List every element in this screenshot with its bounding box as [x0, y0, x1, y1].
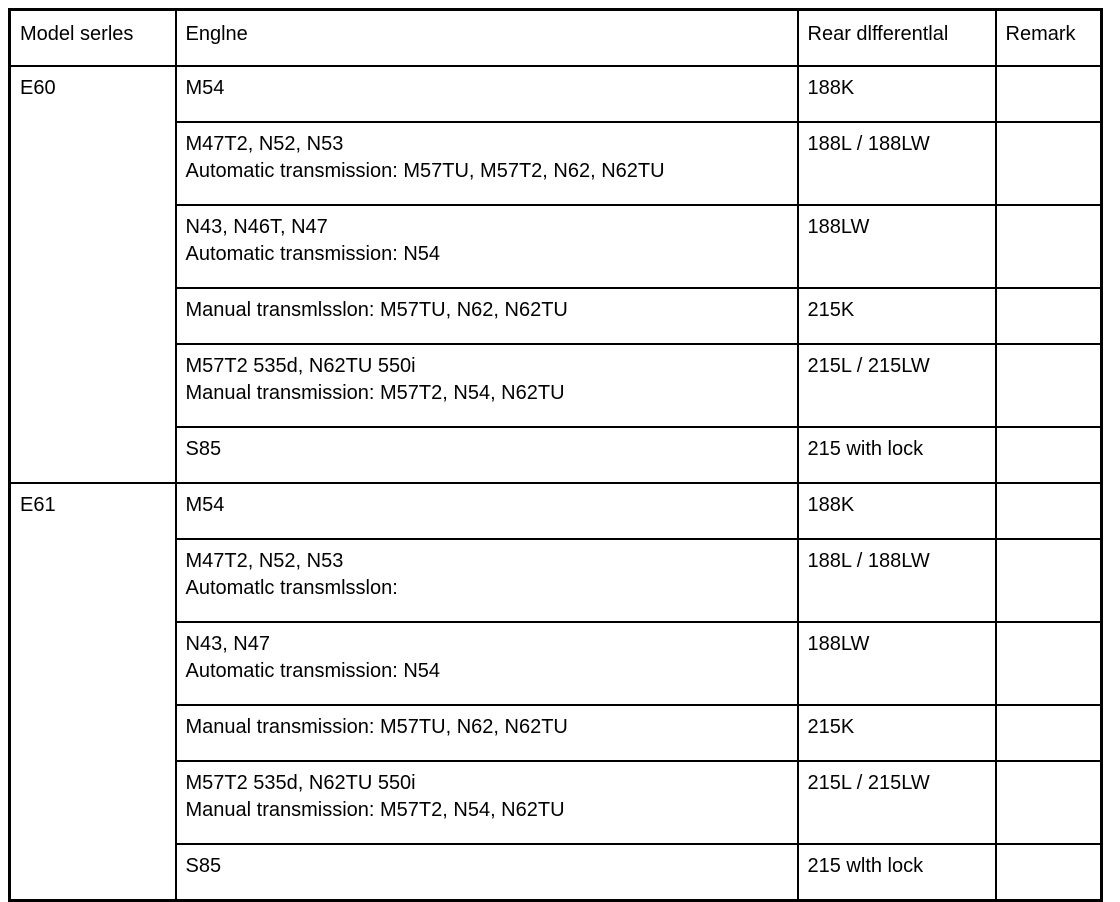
- table-row: [10, 483, 1102, 539]
- rear-differential-cell: 188LW: [798, 205, 996, 288]
- remark-cell: [996, 205, 1102, 288]
- remark-cell: [996, 622, 1102, 705]
- engine-cell: [176, 427, 798, 483]
- engine-cell: [176, 705, 798, 761]
- table-row: [10, 66, 1102, 122]
- engine-line: Automatlc transmlsslon:: [185, 577, 398, 599]
- header-rear-differential: Rear dlfferentlal: [798, 10, 996, 67]
- engine-line: Automatic transmission: M57TU, M57T2, N62, N62TU: [185, 160, 665, 182]
- engine-line: M47T2, N52, N53: [185, 550, 344, 572]
- rear-differential-cell: 215 with lock: [798, 427, 996, 483]
- engine-line: S85: [185, 855, 222, 877]
- engine-line: N43, N46T, N47: [185, 216, 328, 238]
- rear-differential-cell: 188L / 188LW: [798, 539, 996, 622]
- engine-cell: [176, 344, 798, 427]
- model-series-cell: E60: [10, 66, 176, 483]
- engine-line: Manual transmission: M57TU, N62, N62TU: [185, 716, 568, 738]
- engine-cell: [176, 122, 798, 205]
- header-engine: Englne: [176, 10, 798, 67]
- remark-cell: [996, 122, 1102, 205]
- engine-cell: [176, 622, 798, 705]
- rear-differential-cell: 188LW: [798, 622, 996, 705]
- header-remark: Remark: [996, 10, 1102, 67]
- rear-differential-cell: 215K: [798, 705, 996, 761]
- remark-cell: [996, 483, 1102, 539]
- rear-differential-cell: 215L / 215LW: [798, 344, 996, 427]
- engine-line: M57T2 535d, N62TU 550i: [185, 355, 416, 377]
- rear-differential-cell: 215K: [798, 288, 996, 344]
- remark-cell: [996, 288, 1102, 344]
- remark-cell: [996, 427, 1102, 483]
- engine-cell: [176, 288, 798, 344]
- model-series-cell: E61: [10, 483, 176, 901]
- engine-cell: [176, 483, 798, 539]
- rear-differential-cell: 215L / 215LW: [798, 761, 996, 844]
- engine-cell: [176, 844, 798, 901]
- engine-line: N43, N47: [185, 633, 270, 655]
- engine-line: Automatic transmission: N54: [185, 243, 441, 265]
- remark-cell: [996, 705, 1102, 761]
- engine-cell: [176, 66, 798, 122]
- engine-cell: [176, 761, 798, 844]
- rear-differential-cell: 188K: [798, 66, 996, 122]
- remark-cell: [996, 844, 1102, 901]
- remark-cell: [996, 66, 1102, 122]
- rear-differential-cell: 188L / 188LW: [798, 122, 996, 205]
- engine-line: M47T2, N52, N53: [185, 133, 344, 155]
- remark-cell: [996, 761, 1102, 844]
- engine-line: M57T2 535d, N62TU 550i: [185, 772, 416, 794]
- engine-line: Automatic transmission: N54: [185, 660, 441, 682]
- rear-differential-table: [8, 8, 1103, 902]
- rear-differential-cell: 215 wlth lock: [798, 844, 996, 901]
- remark-cell: [996, 539, 1102, 622]
- engine-line: Manual transmission: M57T2, N54, N62TU: [185, 382, 565, 404]
- engine-line: S85: [185, 438, 222, 460]
- engine-line: Manual transmlsslon: M57TU, N62, N62TU: [185, 299, 568, 321]
- engine-cell: [176, 539, 798, 622]
- header-model-series: Model serles: [10, 10, 176, 67]
- engine-cell: [176, 205, 798, 288]
- engine-line: M54: [185, 494, 225, 516]
- engine-line: Manual transmission: M57T2, N54, N62TU: [185, 799, 565, 821]
- header-row: [10, 10, 1102, 67]
- remark-cell: [996, 344, 1102, 427]
- engine-line: M54: [185, 77, 225, 99]
- rear-differential-cell: 188K: [798, 483, 996, 539]
